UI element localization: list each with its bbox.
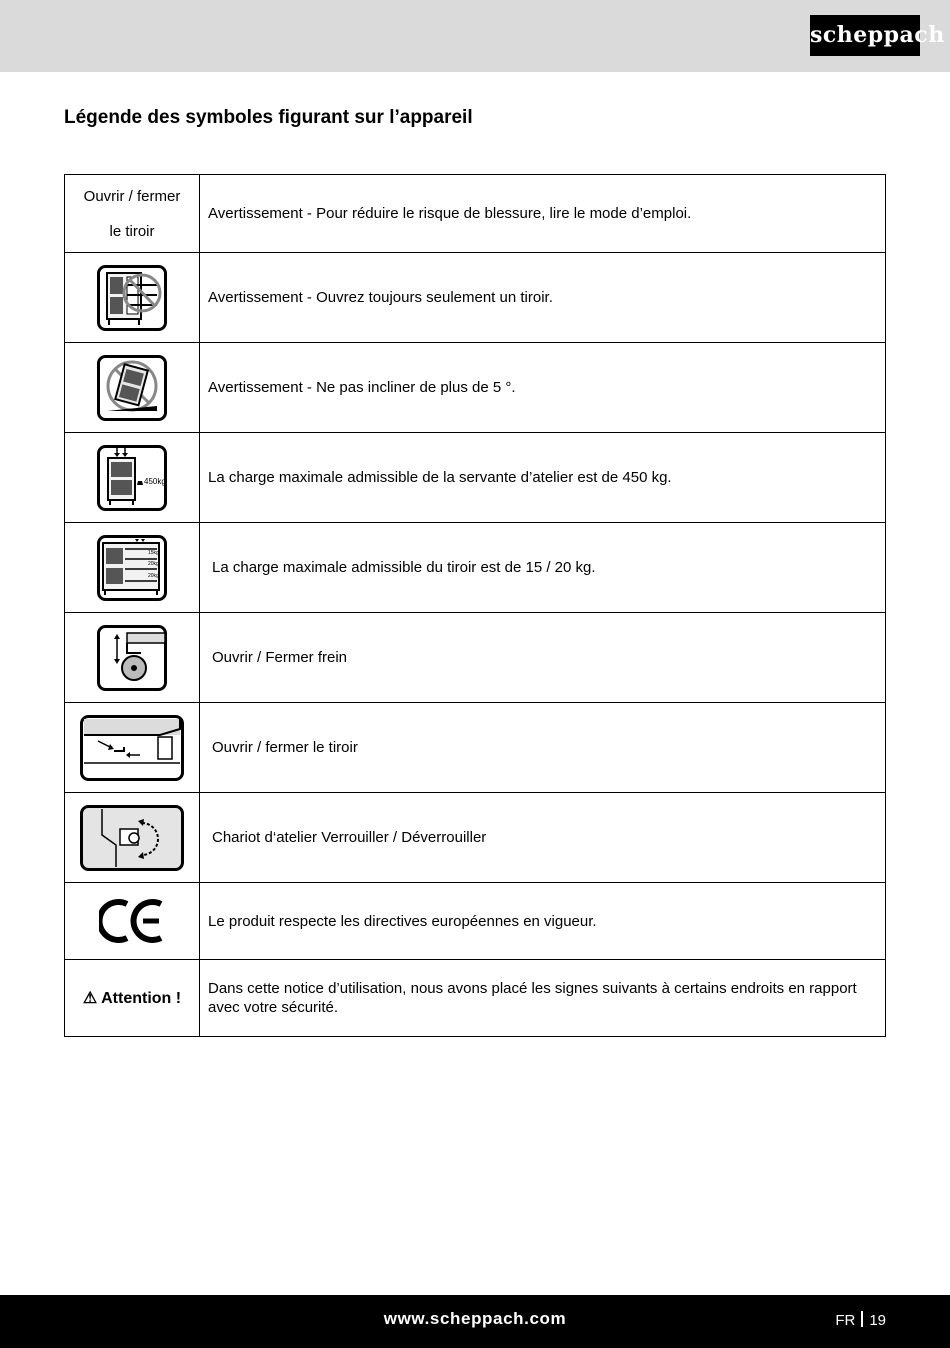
description-cell: Dans cette notice d’utilisation, nous avons placé les signes suivants à certains endroits en rapport avec votre sécurité. bbox=[200, 960, 886, 1037]
table-row bbox=[65, 253, 886, 343]
table-row bbox=[65, 703, 886, 793]
attention-label: ⚠ Attention ! bbox=[82, 990, 182, 1007]
description-cell: Ouvrir / Fermer frein bbox=[200, 613, 886, 703]
symbol-cell bbox=[65, 253, 200, 343]
table-row bbox=[65, 343, 886, 433]
table-row bbox=[65, 523, 886, 613]
drawer-load-label: 15kg bbox=[148, 549, 159, 556]
description-cell: Ouvrir / fermer le tiroir bbox=[200, 703, 886, 793]
symbol-cell bbox=[65, 883, 200, 960]
symbol-cell bbox=[65, 523, 200, 613]
table-row bbox=[65, 960, 886, 1037]
divider bbox=[861, 1311, 863, 1327]
symbol-cell bbox=[65, 793, 200, 883]
description-cell: Avertissement - Pour réduire le risque de blessure, lire le mode d’emploi. bbox=[200, 175, 886, 253]
page-number-value: 19 bbox=[869, 1312, 886, 1329]
table-row bbox=[65, 433, 886, 523]
description-cell: La charge maximale admissible de la servante d’atelier est de 450 kg. bbox=[200, 433, 886, 523]
load-label: 450kg bbox=[144, 476, 166, 486]
description-cell: Le produit respecte les directives européennes en vigueur. bbox=[200, 883, 886, 960]
symbol-cell bbox=[65, 433, 200, 523]
description-cell: La charge maximale admissible du tiroir est de 15 / 20 kg. bbox=[200, 523, 886, 613]
drawer-handle-icon bbox=[80, 715, 184, 781]
symbol-text-line: Ouvrir / fermer bbox=[83, 187, 181, 205]
drawer-load-label: 20kg bbox=[148, 572, 159, 579]
brand-logo: scheppach bbox=[810, 15, 920, 56]
cabinet-load-icon bbox=[97, 445, 167, 511]
description-cell: Chariot d‘atelier Verrouiller / Déverrouiller bbox=[200, 793, 886, 883]
footer-url-link[interactable]: www.scheppach.com bbox=[383, 1309, 567, 1328]
header-band bbox=[0, 0, 950, 72]
lock-rotate-icon bbox=[80, 805, 184, 871]
footer-band bbox=[0, 1295, 950, 1348]
table-row bbox=[65, 793, 886, 883]
symbol-text-line: le tiroir bbox=[109, 222, 155, 240]
drawers-one-open-icon bbox=[97, 265, 167, 331]
description-cell: Avertissement - Ne pas incliner de plus de 5 °. bbox=[200, 343, 886, 433]
symbol-legend-table bbox=[64, 174, 886, 1037]
page-number bbox=[835, 1311, 886, 1329]
table-row bbox=[65, 175, 886, 253]
symbol-cell bbox=[65, 175, 200, 253]
drawer-load-icon bbox=[97, 535, 167, 601]
symbol-cell bbox=[65, 703, 200, 793]
no-tilt-icon bbox=[97, 355, 167, 421]
table-row bbox=[65, 613, 886, 703]
language-code: FR bbox=[835, 1312, 856, 1329]
drawer-load-label: 20kg bbox=[148, 560, 159, 567]
page-title: Légende des symboles figurant sur l’appareil bbox=[64, 107, 473, 128]
description-cell: Avertissement - Ouvrez toujours seulement un tiroir. bbox=[200, 253, 886, 343]
ce-mark-icon bbox=[99, 898, 165, 944]
symbol-cell bbox=[65, 960, 200, 1037]
table-row bbox=[65, 883, 886, 960]
symbol-cell bbox=[65, 613, 200, 703]
caster-brake-icon bbox=[97, 625, 167, 691]
symbol-cell bbox=[65, 343, 200, 433]
